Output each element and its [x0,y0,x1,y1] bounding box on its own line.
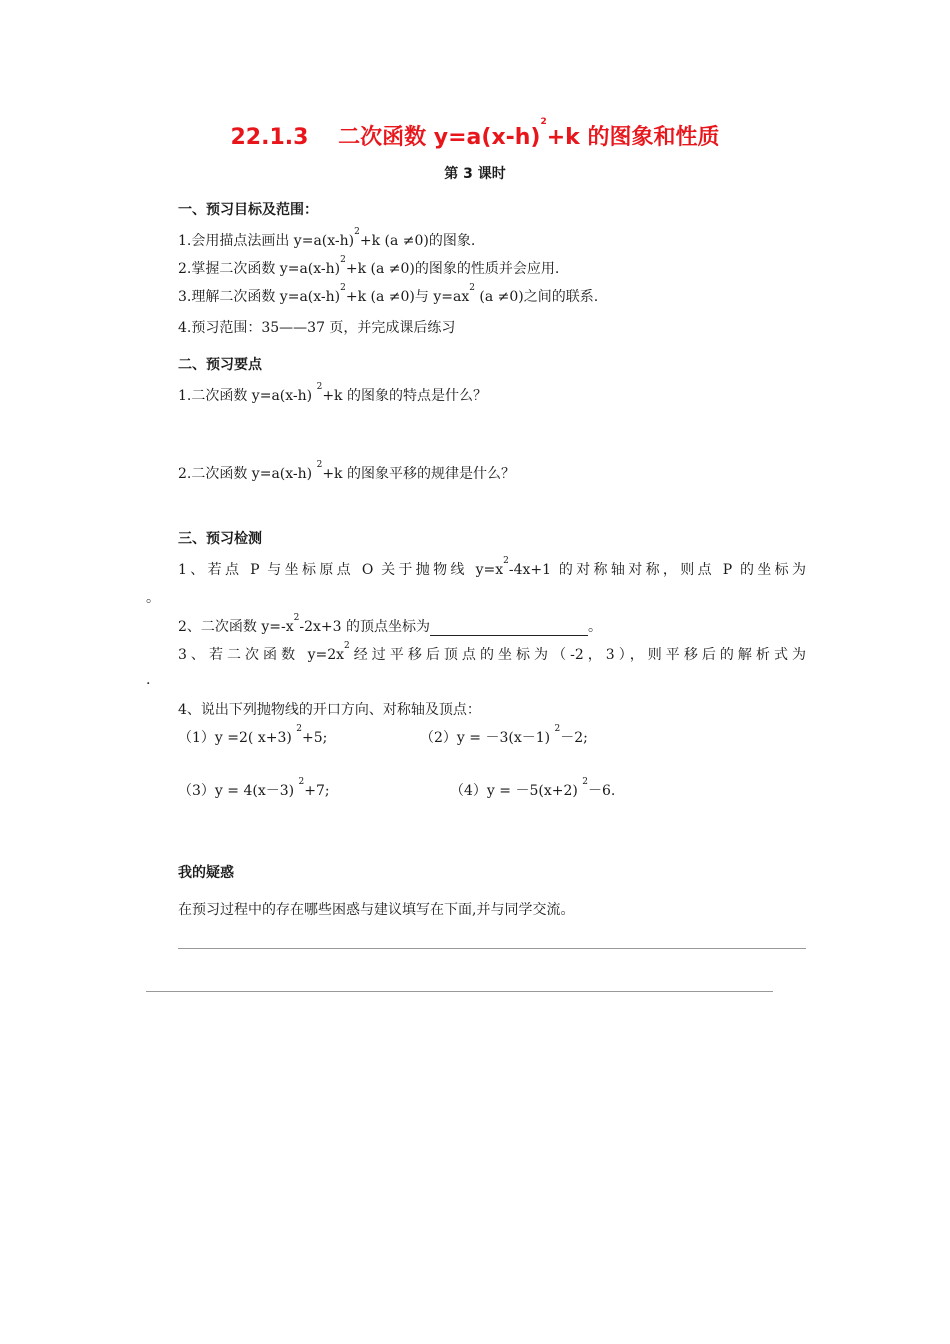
answer-line-2[interactable] [146,991,773,992]
keypoint-question-2: 2.二次函数 y=a(x-h) $^2$+k 的图象平移的规律是什么？ [178,460,515,482]
exercise-1: （1）y =2( x+3) $^2$+5; [178,724,328,746]
answer-blank[interactable] [430,621,588,636]
check-problem-1: 1、若点 P 与坐标原点 O 关于抛物线 $y=x^2-4x+1$ 的对称轴对称，则点 P 的坐标为 [178,556,806,578]
goal-item-2: 2.掌握二次函数 $y=a(x-h)^2+k$ (a ≠0)的图象的性质并会应用. [178,255,560,277]
goal-item-4: 4.预习范围：35——37 页，并完成课后练习 [178,320,456,336]
questions-instruction: 在预习过程中的存在哪些困惑与建议填写在下面,并与同学交流。 [178,902,575,918]
section-heading-keypoints: 二、预习要点 [178,357,262,373]
section-heading-check: 三、预习检测 [178,531,262,547]
goal-item-1: 1.会用描点法画出 $y=a(x-h)^2+k$ (a ≠0)的图象. [178,227,476,249]
page-title: 22.1.3 二次函数 $y=a(x-h)^2+k$ 的图象和性质 [230,117,720,150]
keypoint-question-1: 1.二次函数 y=a(x-h) $^2$+k 的图象的特点是什么？ [178,382,487,404]
section-heading-goals: 一、预习目标及范围： [178,202,318,218]
check-problem-3: 3、若二次函数 $y=2x^2$经过平移后顶点的坐标为（-2，3），则平移后的解析式为 [178,641,806,663]
goal-item-3: 3.理解二次函数 $y=a(x-h)^2+k$ (a ≠0)与 $y=ax^2$ (a ≠0)之间的联系. [178,283,599,305]
exercise-2: （2）y = －3(x－1) $^2$－2; [420,724,588,746]
check-problem-3-end: . [146,672,151,688]
exercise-4: （4）y = －5(x+2) $^2$－6. [450,777,616,799]
section-heading-questions: 我的疑惑 [178,865,234,881]
answer-line-1[interactable] [178,948,806,949]
check-problem-2: 2、二次函数 $y=-x^2-2x+3$ 的顶点坐标为 。 [178,613,602,635]
lesson-subtitle: 第 3 课时 [444,166,506,182]
exercise-3: （3）y = 4(x－3) $^2$+7; [178,777,330,799]
check-problem-1-end: 。 [146,590,160,606]
check-problem-4: 4、说出下列抛物线的开口方向、对称轴及顶点： [178,702,481,718]
